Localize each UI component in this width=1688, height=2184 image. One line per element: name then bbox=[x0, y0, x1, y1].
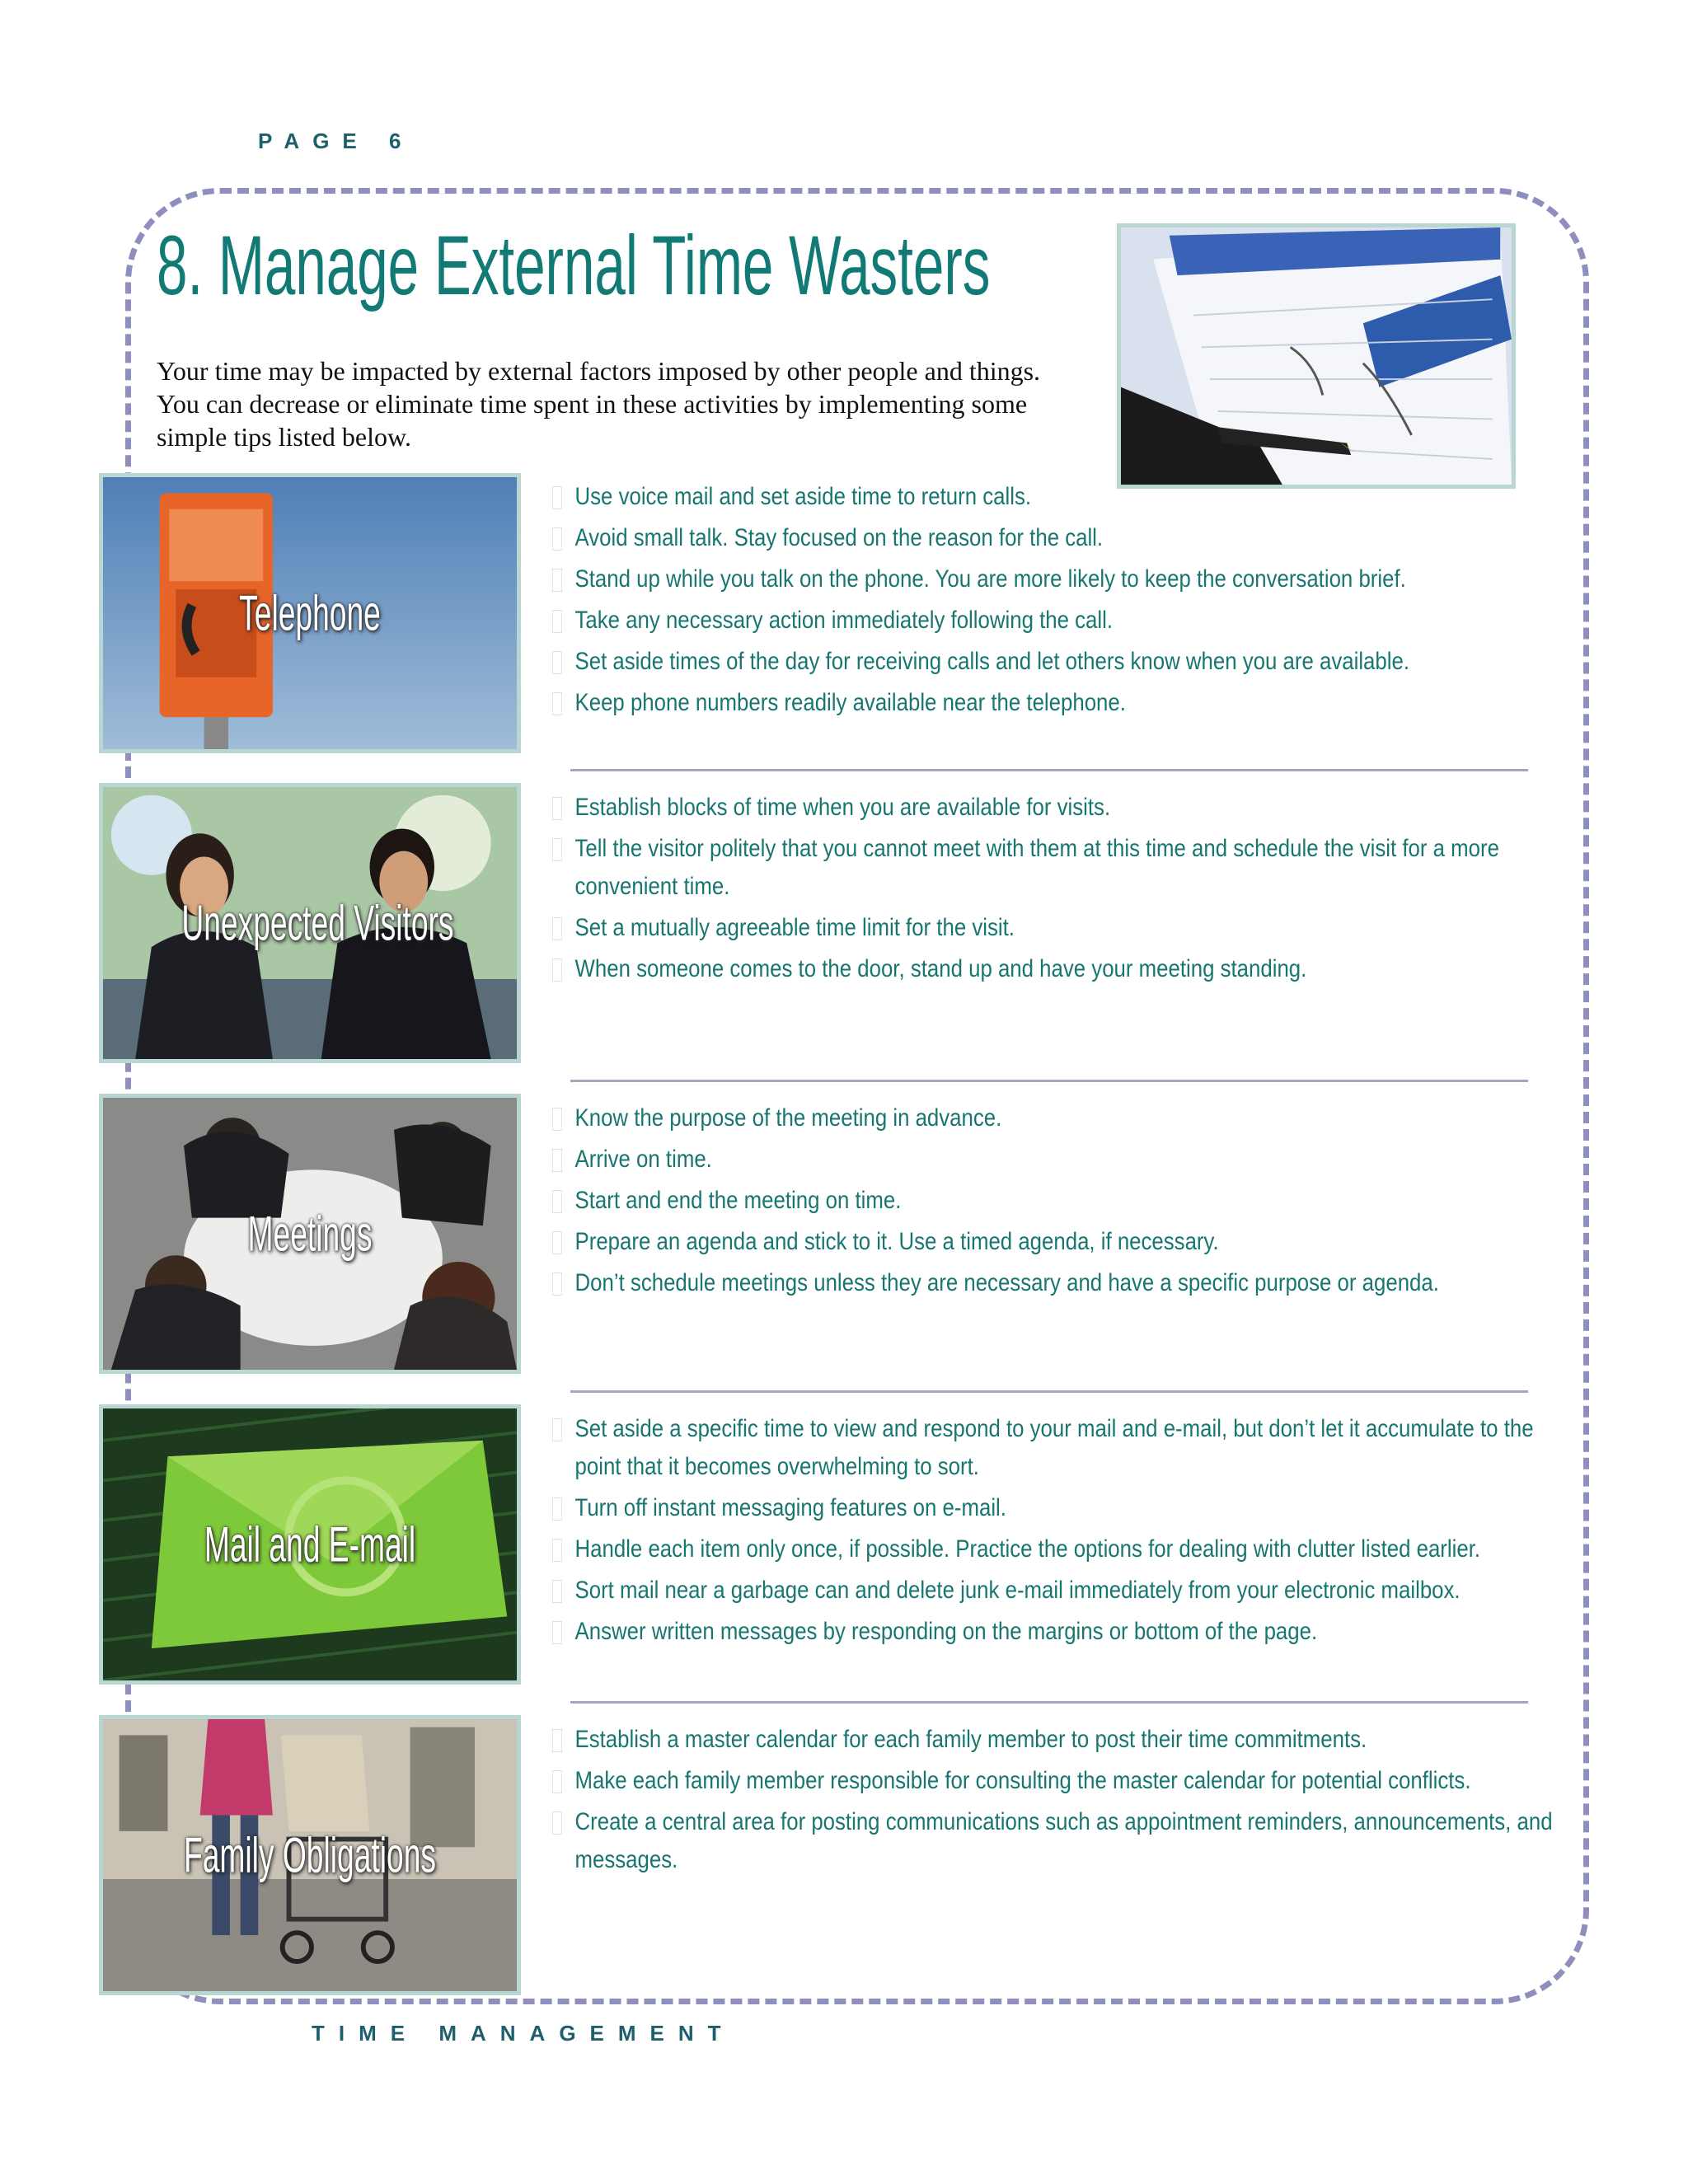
list-item: Set aside a specific time to view and respond to your mail and e-mail, but don’t let it accumulate to the point that it becomes overwhelming to sort. bbox=[552, 1410, 1582, 1486]
list-item: Make each family member responsible for consulting the master calendar for potential conflicts. bbox=[552, 1762, 1582, 1800]
meetings-tips bbox=[552, 1099, 1591, 1305]
list-item: Answer written messages by responding on the margins or bottom of the page. bbox=[552, 1613, 1582, 1651]
meetings-photo bbox=[99, 1094, 521, 1374]
meetings-label: Meetings bbox=[247, 1206, 373, 1262]
unexpected-visitors-label: Unexpected Visitors bbox=[181, 895, 454, 951]
intro-paragraph: Your time may be impacted by external factors imposed by other people and things. You can decrease or eliminate time spent in these activities by implementing some simple tips listed below. bbox=[157, 356, 1041, 452]
list-item: Set a mutually agreeable time limit for the visit. bbox=[552, 909, 1582, 947]
list-item: Stand up while you talk on the phone. You are more likely to keep the conversation brief. bbox=[552, 560, 1582, 598]
list-item: Prepare an agenda and stick to it. Use a timed agenda, if necessary. bbox=[552, 1223, 1582, 1261]
list-item: Arrive on time. bbox=[552, 1141, 1582, 1179]
mail-and-email-label: Mail and E-mail bbox=[204, 1516, 416, 1572]
section-divider bbox=[570, 1080, 1528, 1082]
section-divider bbox=[570, 1701, 1528, 1704]
family-obligations-label: Family Obligations bbox=[184, 1827, 436, 1883]
family-obligations-tips bbox=[552, 1721, 1591, 1882]
telephone-tips bbox=[552, 478, 1591, 725]
list-item: Establish blocks of time when you are available for visits. bbox=[552, 789, 1582, 827]
list-item: Set aside times of the day for receiving calls and let others know when you are available. bbox=[552, 643, 1582, 681]
page-title: 8. Manage External Time Wasters bbox=[157, 218, 991, 312]
unexpected-visitors-photo bbox=[99, 783, 521, 1063]
section-divider bbox=[570, 769, 1528, 771]
list-item: Establish a master calendar for each family member to post their time commitments. bbox=[552, 1721, 1582, 1759]
footer-title: TIME MANAGEMENT bbox=[312, 2021, 735, 2046]
list-item: Take any necessary action immediately following the call. bbox=[552, 602, 1582, 640]
list-item: Keep phone numbers readily available near the telephone. bbox=[552, 684, 1582, 722]
list-item: Turn off instant messaging features on e-mail. bbox=[552, 1489, 1582, 1527]
family-obligations-photo bbox=[99, 1715, 521, 1995]
list-item: Create a central area for posting communications such as appointment reminders, announcements, and messages. bbox=[552, 1803, 1582, 1879]
list-item: Don’t schedule meetings unless they are necessary and have a specific purpose or agenda. bbox=[552, 1264, 1582, 1302]
page-number: PAGE 6 bbox=[258, 129, 415, 153]
mail-and-email-photo bbox=[99, 1404, 521, 1685]
section-divider bbox=[570, 1390, 1528, 1393]
list-item: Tell the visitor politely that you cannot meet with them at this time and schedule the visit for a more convenient time. bbox=[552, 830, 1582, 906]
list-item: Start and end the meeting on time. bbox=[552, 1182, 1582, 1220]
list-item: Use voice mail and set aside time to return calls. bbox=[552, 478, 1582, 516]
list-item: Sort mail near a garbage can and delete junk e-mail immediately from your electronic mailbox. bbox=[552, 1572, 1582, 1610]
header-calendar-photo bbox=[1117, 223, 1516, 489]
mail-and-email-tips bbox=[552, 1410, 1591, 1654]
list-item: Know the purpose of the meeting in advance. bbox=[552, 1099, 1582, 1137]
list-item: When someone comes to the door, stand up and have your meeting standing. bbox=[552, 950, 1582, 988]
telephone-photo bbox=[99, 473, 521, 753]
unexpected-visitors-tips bbox=[552, 789, 1591, 991]
list-item: Handle each item only once, if possible. Practice the options for dealing with clutter listed earlier. bbox=[552, 1530, 1582, 1568]
telephone-label: Telephone bbox=[239, 585, 381, 641]
list-item: Avoid small talk. Stay focused on the reason for the call. bbox=[552, 519, 1582, 557]
